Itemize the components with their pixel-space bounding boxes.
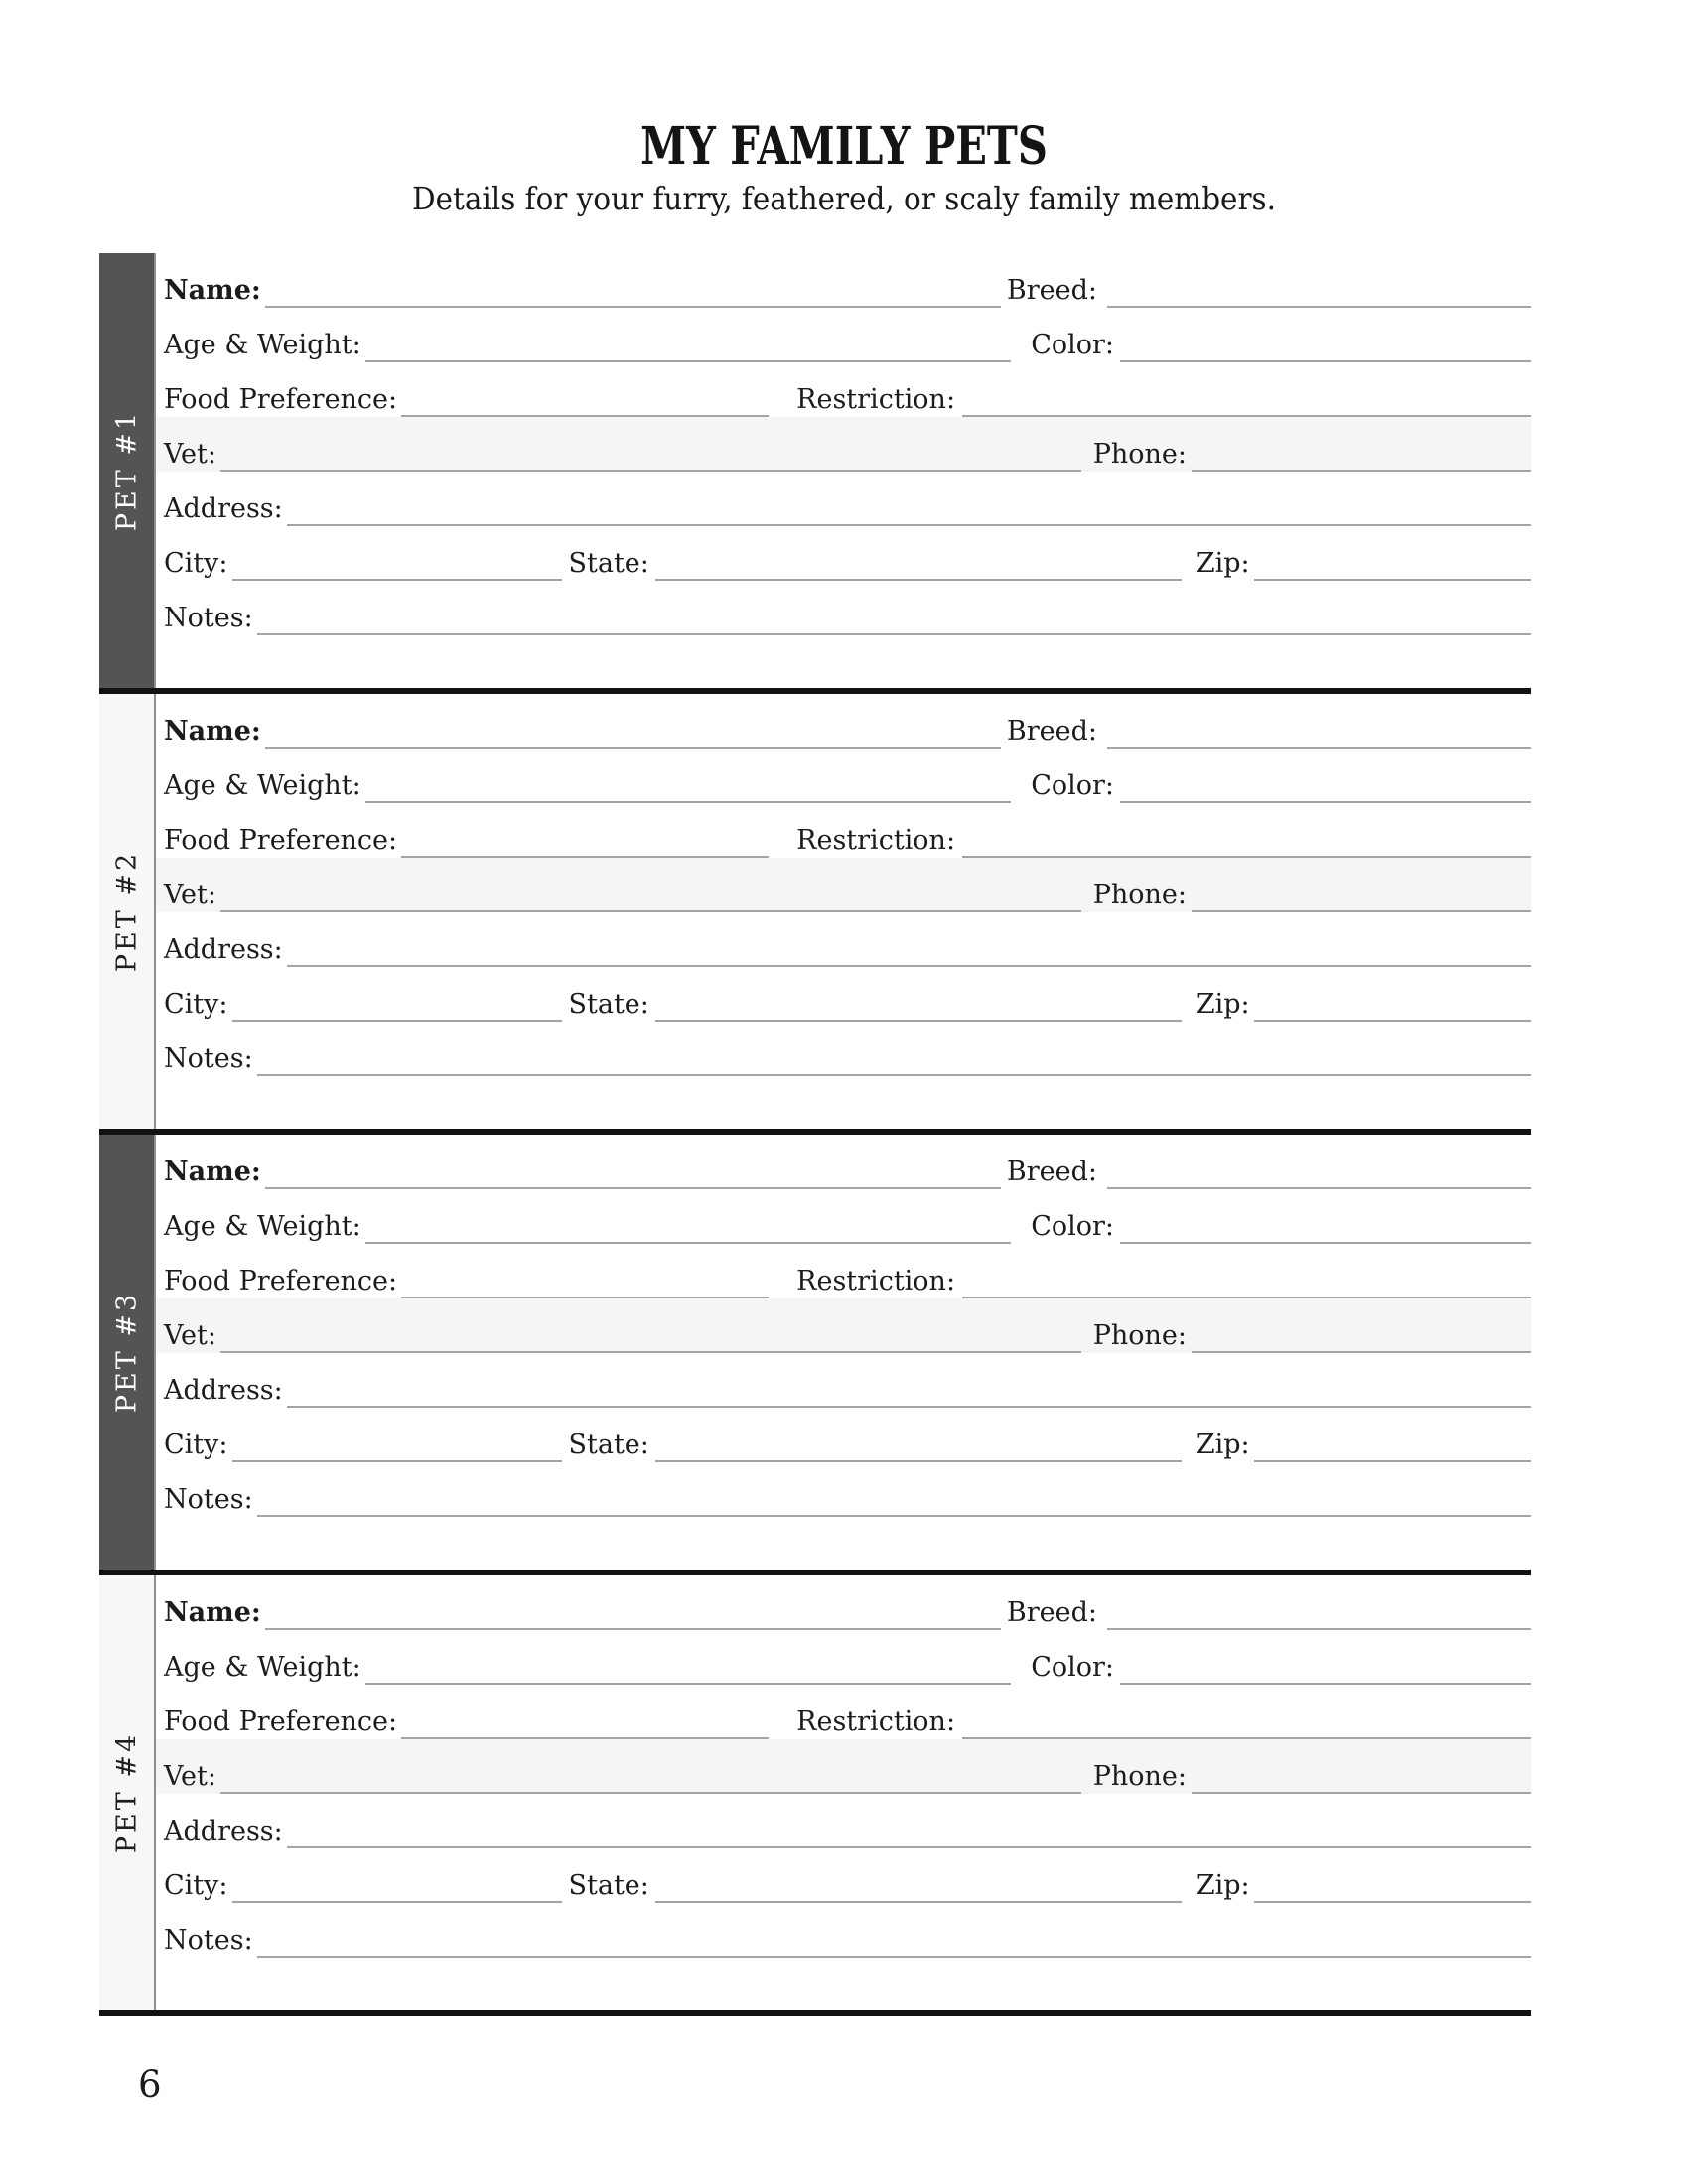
city-label: City: xyxy=(164,1430,228,1461)
food-preference-label: Food Preference: xyxy=(164,825,398,857)
pet-4-food-preference-line[interactable] xyxy=(401,1729,769,1739)
state-label: State: xyxy=(568,1870,649,1902)
pet-3-address-row xyxy=(164,1353,1531,1408)
address-label: Address: xyxy=(164,493,283,525)
pet-2-content xyxy=(156,694,1531,1129)
vet-label: Vet: xyxy=(164,439,216,471)
color-label: Color: xyxy=(1031,1211,1114,1243)
pet-4-tab-label: PET #4 xyxy=(111,1731,142,1854)
pet-2-address-row xyxy=(164,912,1531,967)
pet-1-content xyxy=(156,253,1531,688)
pet-3-phone-line[interactable] xyxy=(1192,1343,1531,1353)
pet-2-address-line[interactable] xyxy=(287,957,1531,967)
pet-4-phone-line[interactable] xyxy=(1192,1784,1531,1794)
pet-1-city-line[interactable] xyxy=(232,571,562,581)
pet-4-state-line[interactable] xyxy=(655,1893,1182,1903)
pet-1-name-row xyxy=(164,253,1531,308)
age-weight-label: Age & Weight: xyxy=(164,330,361,361)
name-label: Name: xyxy=(164,716,261,748)
name-label: Name: xyxy=(164,1157,261,1188)
pet-3-food-preference-line[interactable] xyxy=(401,1289,769,1298)
city-label: City: xyxy=(164,989,228,1021)
pet-2-tab-label: PET #2 xyxy=(111,850,142,973)
zip-label: Zip: xyxy=(1196,1870,1250,1902)
pet-3-age-row xyxy=(164,1189,1531,1244)
restriction-label: Restriction: xyxy=(796,1266,956,1297)
restriction-label: Restriction: xyxy=(796,384,956,416)
pet-1-tab xyxy=(99,253,156,688)
pet-4-vet-row xyxy=(156,1739,1531,1794)
pet-4-age-weight-line[interactable] xyxy=(365,1675,1011,1685)
pet-1-address-row xyxy=(164,472,1531,526)
pet-2-tab xyxy=(99,694,156,1129)
pet-3-content xyxy=(156,1135,1531,1570)
pet-2-zip-line[interactable] xyxy=(1254,1012,1531,1022)
pet-1-food-row xyxy=(164,362,1531,417)
pet-1-name-line[interactable] xyxy=(265,298,1001,308)
pet-2-notes-row xyxy=(164,1022,1531,1076)
breed-label: Breed: xyxy=(1006,1597,1097,1629)
food-preference-label: Food Preference: xyxy=(164,384,398,416)
age-weight-label: Age & Weight: xyxy=(164,770,361,802)
pet-3-vet-line[interactable] xyxy=(220,1343,1081,1353)
breed-label: Breed: xyxy=(1006,716,1097,748)
state-label: State: xyxy=(568,1430,649,1461)
zip-label: Zip: xyxy=(1196,1430,1250,1461)
pet-3-name-row xyxy=(164,1135,1531,1189)
pet-4-notes-line[interactable] xyxy=(257,1948,1531,1958)
notes-label: Notes: xyxy=(164,603,253,634)
phone-label: Phone: xyxy=(1092,439,1187,471)
state-label: State: xyxy=(568,989,649,1021)
pet-2-age-weight-line[interactable] xyxy=(365,793,1011,803)
vet-label: Vet: xyxy=(164,1320,216,1352)
pet-3-restriction-line[interactable] xyxy=(962,1289,1531,1298)
city-label: City: xyxy=(164,548,228,580)
pet-2-notes-line[interactable] xyxy=(257,1066,1531,1076)
vet-label: Vet: xyxy=(164,1761,216,1793)
pet-1-state-line[interactable] xyxy=(655,571,1182,581)
pet-2-phone-line[interactable] xyxy=(1192,902,1531,912)
pet-1-zip-line[interactable] xyxy=(1254,571,1531,581)
address-label: Address: xyxy=(164,934,283,966)
pet-2-food-row xyxy=(164,803,1531,858)
pet-3-food-row xyxy=(164,1244,1531,1298)
pet-4-city-row xyxy=(164,1848,1531,1903)
address-label: Address: xyxy=(164,1816,283,1847)
food-preference-label: Food Preference: xyxy=(164,1266,398,1297)
pet-1-vet-row xyxy=(156,417,1531,472)
pet-3-breed-line[interactable] xyxy=(1107,1179,1531,1189)
pet-2-vet-row xyxy=(156,858,1531,912)
phone-label: Phone: xyxy=(1092,1761,1187,1793)
pet-1-age-row xyxy=(164,308,1531,362)
pet-1-address-line[interactable] xyxy=(287,516,1531,526)
pet-2-vet-line[interactable] xyxy=(220,902,1081,912)
pet-2-name-line[interactable] xyxy=(265,739,1001,749)
color-label: Color: xyxy=(1031,770,1114,802)
phone-label: Phone: xyxy=(1092,880,1187,911)
notes-label: Notes: xyxy=(164,1925,253,1957)
address-label: Address: xyxy=(164,1375,283,1407)
name-label: Name: xyxy=(164,275,261,307)
pet-3-tab xyxy=(99,1135,156,1570)
pet-3-vet-row xyxy=(156,1298,1531,1353)
pet-3-notes-line[interactable] xyxy=(257,1507,1531,1517)
food-preference-label: Food Preference: xyxy=(164,1706,398,1738)
pet-4-content xyxy=(156,1575,1531,2010)
pet-2-state-line[interactable] xyxy=(655,1012,1182,1022)
page-title: MY FAMILY PETS xyxy=(640,116,1048,177)
pet-1-food-preference-line[interactable] xyxy=(401,407,769,417)
pet-1-city-row xyxy=(164,526,1531,581)
pet-4-vet-line[interactable] xyxy=(220,1784,1081,1794)
notes-label: Notes: xyxy=(164,1484,253,1516)
vet-label: Vet: xyxy=(164,880,216,911)
city-label: City: xyxy=(164,1870,228,1902)
page-number: 6 xyxy=(138,2063,162,2106)
pet-3-city-line[interactable] xyxy=(232,1452,562,1462)
restriction-label: Restriction: xyxy=(796,825,956,857)
pet-2-name-row xyxy=(164,694,1531,749)
pet-2-city-row xyxy=(164,967,1531,1022)
age-weight-label: Age & Weight: xyxy=(164,1652,361,1684)
pet-2-breed-line[interactable] xyxy=(1107,739,1531,749)
pet-4-address-line[interactable] xyxy=(287,1839,1531,1848)
pet-3-zip-line[interactable] xyxy=(1254,1452,1531,1462)
color-label: Color: xyxy=(1031,330,1114,361)
age-weight-label: Age & Weight: xyxy=(164,1211,361,1243)
pet-1-notes-row xyxy=(164,581,1531,635)
state-label: State: xyxy=(568,548,649,580)
pet-2-age-row xyxy=(164,749,1531,803)
pet-2-restriction-line[interactable] xyxy=(962,848,1531,858)
pet-4-address-row xyxy=(164,1794,1531,1848)
pet-3-age-weight-line[interactable] xyxy=(365,1234,1011,1244)
notes-label: Notes: xyxy=(164,1043,253,1075)
pet-3-city-row xyxy=(164,1408,1531,1462)
color-label: Color: xyxy=(1031,1652,1114,1684)
pet-3-address-line[interactable] xyxy=(287,1398,1531,1408)
name-label: Name: xyxy=(164,1597,261,1629)
pet-3-name-line[interactable] xyxy=(265,1179,1001,1189)
pet-3-tab-label: PET #3 xyxy=(111,1291,142,1414)
pet-2-food-preference-line[interactable] xyxy=(401,848,769,858)
pet-4-food-row xyxy=(164,1685,1531,1739)
pet-1-tab-label: PET #1 xyxy=(111,409,142,532)
pet-1-section xyxy=(99,253,1531,694)
pet-4-notes-row xyxy=(164,1903,1531,1958)
pet-4-breed-line[interactable] xyxy=(1107,1620,1531,1630)
pet-2-color-line[interactable] xyxy=(1120,793,1531,803)
pet-4-name-line[interactable] xyxy=(265,1620,1001,1630)
pet-sections xyxy=(99,253,1531,2016)
pet-2-city-line[interactable] xyxy=(232,1012,562,1022)
pet-4-zip-line[interactable] xyxy=(1254,1893,1531,1903)
pet-2-section xyxy=(99,694,1531,1135)
zip-label: Zip: xyxy=(1196,548,1250,580)
pet-1-color-line[interactable] xyxy=(1120,352,1531,362)
pet-1-phone-line[interactable] xyxy=(1192,462,1531,472)
pet-1-age-weight-line[interactable] xyxy=(365,352,1011,362)
pet-4-section xyxy=(99,1575,1531,2016)
zip-label: Zip: xyxy=(1196,989,1250,1021)
pet-3-section xyxy=(99,1135,1531,1575)
pet-4-age-row xyxy=(164,1630,1531,1685)
pet-4-restriction-line[interactable] xyxy=(962,1729,1531,1739)
breed-label: Breed: xyxy=(1006,1157,1097,1188)
pet-4-tab xyxy=(99,1575,156,2010)
phone-label: Phone: xyxy=(1092,1320,1187,1352)
pet-3-state-line[interactable] xyxy=(655,1452,1182,1462)
pet-4-city-line[interactable] xyxy=(232,1893,562,1903)
pet-1-breed-line[interactable] xyxy=(1107,298,1531,308)
pet-3-color-line[interactable] xyxy=(1120,1234,1531,1244)
pet-4-color-line[interactable] xyxy=(1120,1675,1531,1685)
pet-1-notes-line[interactable] xyxy=(257,625,1531,635)
breed-label: Breed: xyxy=(1006,275,1097,307)
page-header xyxy=(0,0,1688,217)
page-subtitle: Details for your furry, feathered, or scaly family members. xyxy=(411,179,1277,217)
pet-1-restriction-line[interactable] xyxy=(962,407,1531,417)
pet-1-vet-line[interactable] xyxy=(220,462,1081,472)
pet-4-name-row xyxy=(164,1575,1531,1630)
restriction-label: Restriction: xyxy=(796,1706,956,1738)
pet-3-notes-row xyxy=(164,1462,1531,1517)
